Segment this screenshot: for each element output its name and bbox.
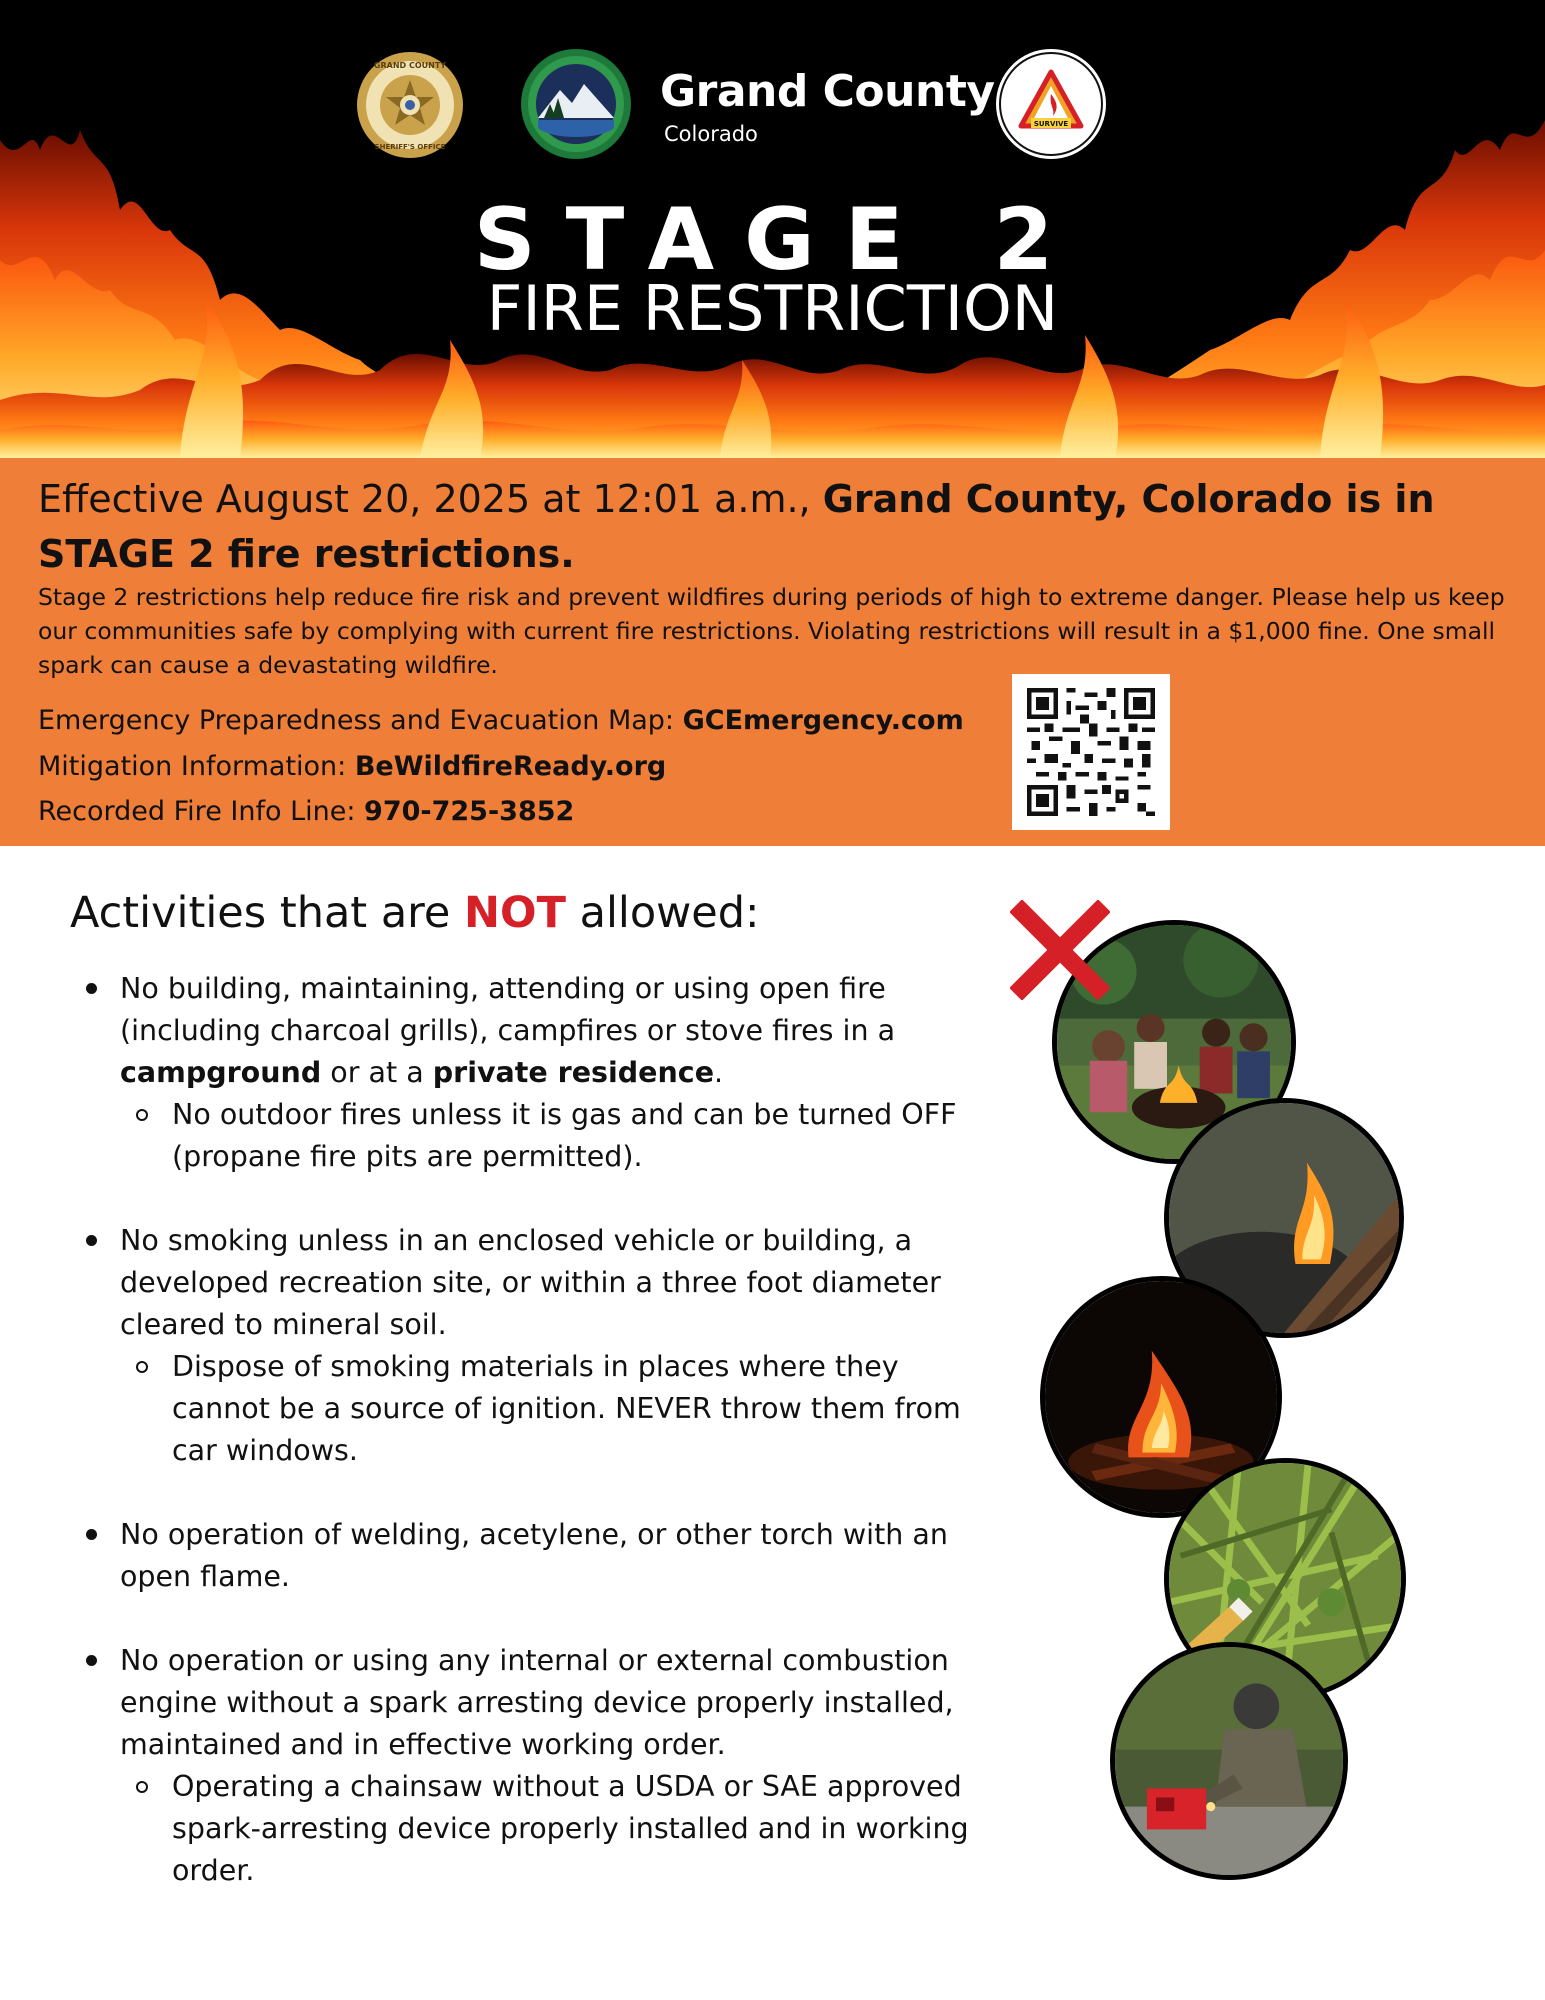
link-label: Emergency Preparedness and Evacuation Map: [38,705,683,736]
notice-band [0,458,1545,846]
rule-text-open-fire: No building, maintaining, attending or using open fire (including charcoal grills), campfires or stove fires in a campground or at a private residence. [120,972,896,1089]
county-name: Grand County [660,66,995,117]
link-row-fire-info-line [38,789,998,835]
intro-paragraph: Stage 2 restrictions help reduce fire risk and prevent wildfires during periods of high to extreme danger. Please help us keep our communities safe by complying with current fire restrictions. Violating restrictions will result in a $1,000 fine. One small spark can cause a devastating wildfire. [38,583,1505,679]
photo-log-fire [1164,1098,1404,1338]
list-item [82,1640,1002,1892]
photo-cigarette-grass [1164,1458,1406,1700]
sub-rule-text: No outdoor fires unless it is gas and can be turned OFF (propane fire pits are permitted). [172,1098,957,1173]
rule-text-engine: No operation or using any internal or external combustion engine without a spark arresting device properly installed, maintained and in effective working order. [120,1644,954,1761]
county-state: Colorado [664,122,758,146]
hollow-bullet-icon [136,1781,148,1793]
svg-text:GRAND COUNTY: GRAND COUNTY [373,61,447,70]
sub-rule-text: Operating a chainsaw without a USDA or SAE approved spark-arresting device properly installed and in working order. [172,1770,969,1887]
sub-list-item [120,1766,1002,1892]
photo-fire-pit-gathering [1052,920,1296,1164]
bullet-icon [86,1529,97,1540]
svg-text:SHERIFF'S OFFICE: SHERIFF'S OFFICE [374,143,446,151]
effective-date-text: Effective August 20, 2025 at 12:01 a.m., [38,477,823,521]
stage-title: STAGE 2 [473,190,1084,290]
link-label: Recorded Fire Info Line: [38,796,365,827]
photo-campfire-night [1040,1276,1282,1518]
wildfire-council-logo [995,48,1107,160]
list-item [82,1514,1002,1598]
rule-text-welding: No operation of welding, acetylene, or other torch with an open flame. [120,1518,948,1593]
red-x-icon [1010,900,1110,1000]
mitigation-link[interactable]: BeWildfireReady.org [354,750,667,782]
sub-list-item [120,1094,1002,1178]
logo-row [0,44,1545,174]
bullet-icon [86,983,97,994]
restrictions-list [82,968,1002,1934]
hollow-bullet-icon [136,1109,148,1121]
sub-rule-text: Dispose of smoking materials in places where they cannot be a source of ignition. NEVER throw them from car windows. [172,1350,961,1467]
resource-links [38,698,998,835]
fire-restriction-subtitle: FIRE RESTRICTION [486,272,1059,345]
effective-bold-text: Grand County, Colorado is in STAGE 2 fire restrictions. [38,477,1435,576]
list-item [82,968,1002,1178]
photo-welder [1110,1642,1348,1880]
effective-statement [38,472,1518,582]
qr-code-icon[interactable] [1012,674,1170,830]
sub-list-item [120,1346,1002,1472]
rule-text-smoking: No smoking unless in an enclosed vehicle or building, a developed recreation site, or within a three foot diameter cleared to mineral soil. [120,1224,941,1341]
link-row-mitigation [38,744,998,790]
sheriff-badge-logo [355,50,465,160]
fire-info-phone[interactable]: 970-725-3852 [364,796,575,827]
activities-heading: Activities that are NOT allowed: [70,888,760,938]
bullet-icon [86,1655,97,1666]
link-label: Mitigation Information: [38,750,355,782]
svg-text:SURVIVE: SURVIVE [1033,120,1069,128]
emergency-map-link[interactable]: GCEmergency.com [682,705,964,736]
not-emphasis: NOT [464,888,566,938]
list-item [82,1220,1002,1472]
link-row-emergency-map [38,698,998,744]
bullet-icon [86,1235,97,1246]
grand-county-logo [520,48,632,160]
header-banner [0,0,1545,458]
hollow-bullet-icon [136,1361,148,1373]
